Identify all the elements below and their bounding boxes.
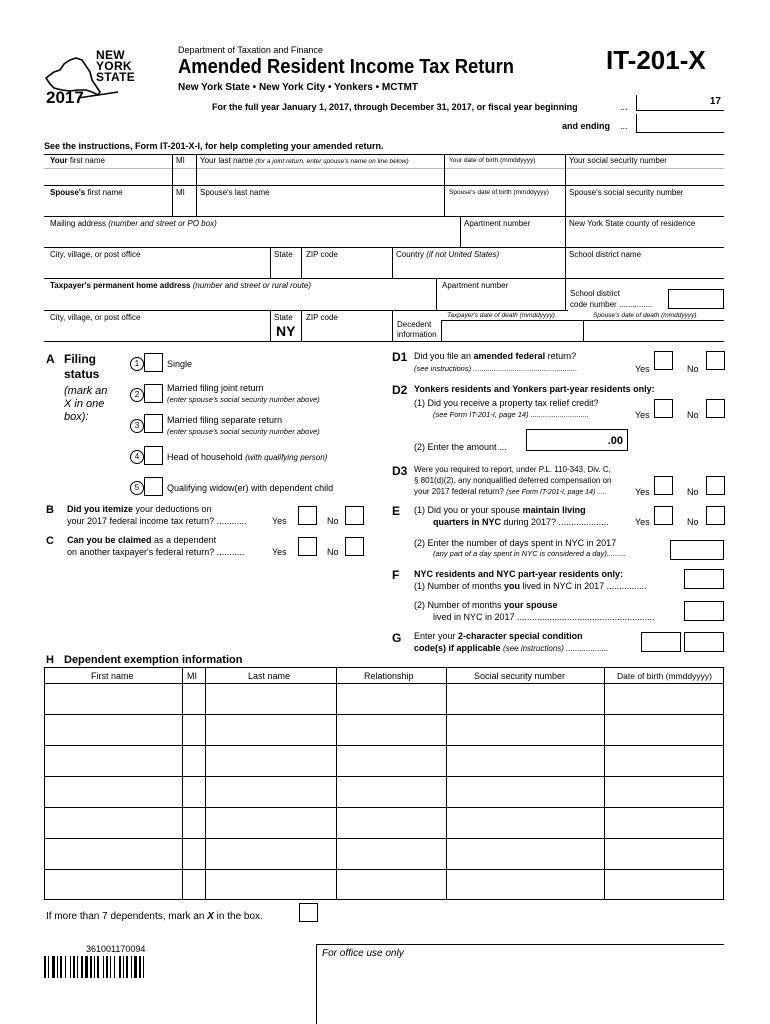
filing-status-joint-checkbox[interactable] (144, 384, 163, 403)
instructions-note: See the instructions, Form IT-201-X-I, for help completing your amended return. (44, 141, 384, 151)
spouse-last-name-label: Spouse's last name (200, 188, 270, 197)
line-e-2-note: (any part of a day spent in NYC is considered a day)......... (433, 549, 626, 558)
col-first-name: First name (91, 671, 134, 681)
dependent-row-5[interactable] (44, 808, 724, 838)
line-f-title: NYC residents and NYC part-year residents only: (414, 569, 624, 579)
school-district-label: School district name (569, 250, 642, 259)
amount-cents: .00 (607, 435, 623, 447)
country-label: Country (if not United States) (396, 250, 500, 259)
line-c-yes-label: Yes (272, 547, 287, 557)
more-dependents-checkbox[interactable] (299, 903, 318, 922)
line-d1-question: Did you file an amended federal return? (414, 351, 577, 361)
line-f-1-question: (1) Number of months you lived in NYC in 2017 ................ (414, 581, 647, 591)
line-e-yes-checkbox[interactable] (654, 506, 673, 525)
school-code-input[interactable] (668, 289, 724, 309)
line-d1-no-label: No (687, 364, 699, 374)
county-label: New York State county of residence (569, 219, 696, 228)
option-2-number: 2 (130, 388, 144, 402)
first-name-label: Your first name (50, 156, 105, 165)
filing-status-single-checkbox[interactable] (144, 353, 163, 372)
zip-label: ZIP code (306, 250, 338, 259)
spouse-row-inputs[interactable] (44, 200, 724, 216)
line-d2-no-label: No (687, 410, 699, 420)
school-code-label: School district code number ............... (570, 289, 653, 309)
option-4-number: 4 (130, 450, 144, 464)
line-d3-yes-checkbox[interactable] (654, 476, 673, 495)
line-b-yes-checkbox[interactable] (298, 506, 317, 525)
filing-status-separate-checkbox[interactable] (144, 414, 163, 433)
col-dob: Date of birth (mmddyyyy) (617, 671, 712, 681)
form-subtitle: New York State • New York City • Yonkers • MCTMT (178, 82, 419, 93)
filing-status-hoh-label: Head of household (with qualifying person) (167, 452, 328, 462)
special-condition-code-1-input[interactable] (641, 632, 681, 652)
barcode-icon (44, 956, 194, 978)
line-e-yes-label: Yes (635, 517, 650, 527)
line-d1-yes-checkbox[interactable] (654, 351, 673, 370)
line-a-letter: A (46, 352, 55, 366)
line-g-question: Enter your 2-character special condition (414, 631, 583, 641)
more-dependents-label: If more than 7 dependents, mark an X in the box. (46, 911, 263, 922)
last-name-label: Your last name (for a joint return, enter spouse's name on line below) (200, 156, 409, 165)
months-nyc-spouse-input[interactable] (684, 601, 724, 621)
line-d2-no-checkbox[interactable] (706, 399, 725, 418)
special-condition-code-2-input[interactable] (684, 632, 724, 652)
line-e-letter: E (392, 504, 401, 518)
mailing-address-label: Mailing address (number and street or PO box) (50, 219, 217, 228)
dependents-title: Dependent exemption information (64, 654, 243, 666)
office-use-label: For office use only (322, 948, 404, 959)
line-d1-yes-label: Yes (635, 364, 650, 374)
line-b-question: Did you itemize your deductions on (67, 504, 212, 514)
dependent-row-1[interactable] (44, 684, 724, 714)
line-e-1-question: (1) Did you or your spouse maintain living (414, 505, 586, 515)
line-g-letter: G (392, 631, 402, 645)
ssn-label: Your social security number (569, 156, 667, 165)
state2-label: State (274, 313, 293, 322)
year-box-value: 17 (709, 96, 721, 107)
col-mi: MI (187, 671, 197, 681)
line-d3-letter: D3 (392, 464, 408, 478)
line-e-no-label: No (687, 517, 699, 527)
line-b-letter: B (46, 504, 54, 516)
dependent-row-3[interactable] (44, 746, 724, 776)
days-in-nyc-input[interactable] (670, 540, 724, 560)
form-year: 2017 (46, 88, 84, 107)
fiscal-year-begin-field[interactable] (636, 95, 724, 111)
and-ending-label: and ending (562, 121, 610, 131)
permanent-address-label: Taxpayer's permanent home address (number and street or rural route) (50, 281, 311, 290)
dependent-row-2[interactable] (44, 715, 724, 745)
filing-status-title: Filing status (64, 352, 100, 381)
state-name: NEW YORK STATE (96, 48, 136, 84)
spouse-dob-label: Spouse's date of birth (mmddyyyy) (449, 189, 549, 196)
line-c-yes-checkbox[interactable] (298, 537, 317, 556)
line-c-no-checkbox[interactable] (345, 537, 364, 556)
line-d1-note: (see instructions) .................................................. (414, 364, 578, 373)
ssn-input[interactable] (565, 169, 724, 185)
filing-status-joint-label: Married filing joint return (167, 383, 264, 393)
option-1-number: 1 (130, 357, 144, 371)
spouse-first-name-label: Spouse's first name (50, 188, 123, 197)
line-g-question-2: code(s) if applicable (see instructions) ................... (414, 643, 609, 653)
mi-label: MI (176, 156, 185, 165)
line-c-question-2: on another taxpayer's federal return? ........... (67, 547, 245, 557)
line-d2-letter: D2 (392, 383, 408, 397)
spouse-death-input[interactable] (583, 321, 724, 341)
line-d2-yes-checkbox[interactable] (654, 399, 673, 418)
line-f-2-question-2: lived in NYC in 2017 ....................................................... (433, 612, 655, 622)
state-value: NY (276, 323, 296, 339)
option-5-number: 5 (130, 481, 144, 495)
city2-label: City, village, or post office (50, 313, 141, 322)
dots: ... (620, 121, 628, 131)
first-name-input[interactable] (44, 169, 172, 185)
perm-apartment-label: Apartment number (442, 281, 509, 290)
city-row-inputs[interactable] (44, 262, 724, 278)
zip2-label: ZIP code (306, 313, 338, 322)
line-d3-yes-label: Yes (635, 487, 650, 497)
line-f-2-question: (2) Number of months your spouse (414, 600, 558, 610)
line-c-no-label: No (327, 547, 339, 557)
filing-status-separate-note: (enter spouse's social security number above) (167, 427, 320, 436)
mailing-row-inputs[interactable] (44, 231, 724, 247)
line-b-no-label: No (327, 516, 339, 526)
col-last-name: Last name (248, 671, 291, 681)
last-name-input[interactable] (196, 169, 444, 185)
line-d2-title: Yonkers residents and Yonkers part-year residents only: (414, 384, 655, 394)
line-c-question: Can you be claimed as a dependent (67, 535, 217, 545)
spouse-ssn-label: Spouse's social security number (569, 188, 684, 197)
property-tax-amount-input[interactable] (526, 429, 628, 451)
line-e-2-question: (2) Enter the number of days spent in NYC in 2017 (414, 538, 617, 548)
city-label: City, village, or post office (50, 250, 141, 259)
dots: ... (620, 102, 628, 112)
filing-status-widow-checkbox[interactable] (144, 477, 163, 496)
line-e-no-checkbox[interactable] (706, 506, 725, 525)
line-b-question-2: your 2017 federal income tax return? ............ (67, 516, 247, 526)
line-c-letter: C (46, 535, 54, 547)
months-nyc-taxpayer-input[interactable] (684, 569, 724, 589)
mi-input[interactable] (172, 169, 196, 185)
barcode (44, 956, 194, 978)
tax-period-text: For the full year January 1, 2017, through December 31, 2017, or fiscal year beginning (212, 102, 578, 112)
form-id: IT-201-X (606, 45, 706, 75)
filing-status-widow-label: Qualifying widow(er) with dependent child (167, 483, 334, 493)
col-ssn: Social security number (474, 671, 566, 681)
perm-address-inputs[interactable] (44, 294, 565, 310)
dependent-row-7[interactable] (44, 870, 724, 900)
line-d2-1-note: (see Form IT-201-I, page 14) ............................ (433, 410, 590, 419)
line-d2-2-label: (2) Enter the amount ... (414, 442, 507, 452)
line-d3-question: Were you required to report, under P.L. 110-343, Div. C, § 801(d)(2), any nonqualified deferred compensation on your 2017 federal return? (see Form IT-201-I, page 14) ..... (414, 465, 612, 496)
option-3-number: 3 (130, 419, 144, 433)
filing-status-note: (mark an X in one box): (64, 385, 108, 423)
col-relationship: Relationship (364, 671, 414, 681)
fiscal-year-end-field[interactable] (636, 132, 724, 133)
filing-status-separate-label: Married filing separate return (167, 415, 283, 425)
filing-status-joint-note: (enter spouse's social security number above) (167, 395, 320, 404)
line-h-letter: H (46, 654, 54, 666)
dependent-row-6[interactable] (44, 839, 724, 869)
barcode-number: 361001170094 (86, 944, 146, 954)
line-b-no-checkbox[interactable] (345, 506, 364, 525)
department-name: Department of Taxation and Finance (178, 45, 323, 55)
taxpayer-death-label: Taxpayer's date of death (mmddyyyy) (447, 312, 555, 319)
spouse-mi-label: MI (176, 188, 185, 197)
line-b-yes-label: Yes (272, 516, 287, 526)
decedent-label: Decedent information (397, 320, 437, 339)
line-d2-1-question: (1) Did you receive a property tax relief credit? (414, 398, 599, 408)
spouse-death-label: Spouse's date of death (mmddyyyy) (593, 312, 697, 319)
line-d2-yes-label: Yes (635, 410, 650, 420)
taxpayer-death-input[interactable] (441, 321, 583, 341)
form-title: Amended Resident Income Tax Return (178, 56, 515, 78)
state-label: State (274, 250, 293, 259)
line-d3-no-checkbox[interactable] (706, 476, 725, 495)
line-d1-no-checkbox[interactable] (706, 351, 725, 370)
line-d3-no-label: No (687, 487, 699, 497)
line-f-letter: F (392, 568, 400, 582)
line-d1-letter: D1 (392, 350, 408, 364)
dob-input[interactable] (444, 169, 565, 185)
filing-status-single-label: Single (167, 359, 193, 369)
dob-label: Your date of birth (mmddyyyy) (449, 157, 536, 164)
line-e-1-question-2: quarters in NYC during 2017? .................... (433, 517, 609, 527)
apartment-label: Apartment number (464, 219, 531, 228)
dependent-row-4[interactable] (44, 777, 724, 807)
filing-status-hoh-checkbox[interactable] (144, 446, 163, 465)
